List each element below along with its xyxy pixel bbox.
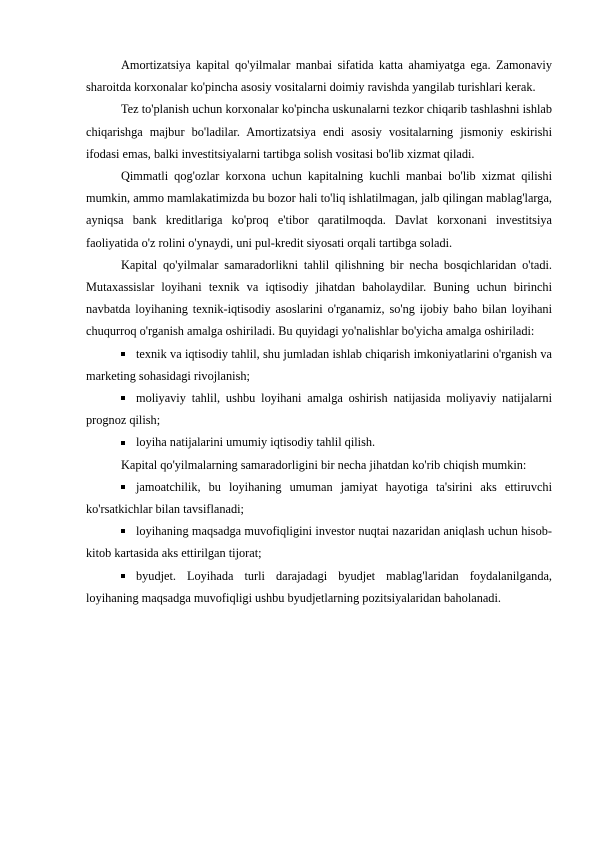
list-item [86, 565, 552, 609]
paragraph-rapid-accumulation: Tez to'planish uchun korxonalar ko'pincha uskunalarni tezkor chiqarib tashlashni ishlab chiqarishga majbur bo'ladilar. Amortizatsiya endi asosiy vositalarning jismoniy eskirishi ifodasi emas, balki investitsiyalarni tartibga solish vositasi bo'lib xizmat qiladi. [86, 102, 552, 161]
paragraph-securities: Qimmatli qog'ozlar korxona uchun kapitalning kuchli manbai bo'lib xizmat qilishi mumkin, ammo mamlakatimizda bu bozor hali to'liq ishlatilmagan, jalb qilingan mablag'larga, ayniqsa bank kreditlariga ko'proq e'tibor qaratilmoqda. Davlat korxonani investitsiya faoliyatida o'z rolini o'ynaydi, uni pul-kredit siyosati orqali tartibga soladi. [86, 169, 552, 250]
bullet-icon [121, 352, 125, 356]
list-item-text: loyiha natijalarini umumiy iqtisodiy tahlil qilish. [136, 435, 376, 450]
paragraph-analysis-stages: Kapital qo'yilmalar samaradorlikni tahlil qilishning bir necha bosqichlaridan o'tadi. Mutaxassislar loyihani texnik va iqtisodiy jihatdan baholaydilar. Buning uchun birinchi navbatda loyihaning texnik-iqtisodiy asoslarini o'rganamiz, so'ng ijobiy baho bilan loyihani chuqurroq o'rganish amalga oshiriladi. Bu quyidagi yo'nalishlar bo'yicha amalga oshiriladi: [86, 257, 552, 339]
list-item [86, 476, 552, 520]
document-page [86, 54, 552, 609]
list-item-text: moliyaviy tahlil, ushbu loyihani amalga oshirish natijasida moliyaviy natijalarni prognoz qilish; [86, 391, 552, 428]
list-item [86, 520, 552, 564]
list-item [86, 431, 552, 453]
list-item-text: jamoatchilik, bu loyihaning umuman jamiyat hayotiga ta'sirini aks ettiruvchi ko'rsatkichlar bilan tavsiflanadi; [86, 479, 552, 517]
list-item-text: byudjet. Loyihada turli darajadagi byudjet mablag'laridan foydalanilganda, loyihaning maqsadga muvofiqligi ushbu byudjetlarning pozitsiyalaridan baholanadi. [86, 568, 552, 605]
bullet-icon [121, 441, 125, 445]
list-item-text: texnik va iqtisodiy tahlil, shu jumladan ishlab chiqarish imkoniyatlarini o'rganish va marketing sohasidagi rivojlanish; [86, 346, 552, 383]
paragraph-efficiency-aspects: Kapital qo'yilmalarning samaradorligini bir necha jihatdan ko'rib chiqish mumkin: [121, 457, 527, 472]
bullet-icon [121, 529, 125, 533]
list-item [86, 343, 552, 387]
list-item-text: loyihaning maqsadga muvofiqligini investor nuqtai nazaridan aniqlash uchun hisob-kitob kartasida aks ettirilgan tijorat; [86, 524, 552, 561]
list-item [86, 387, 552, 431]
bullet-icon [121, 574, 125, 578]
paragraph-amortization: Amortizatsiya kapital qo'yilmalar manbai sifatida katta ahamiyatga ega. Zamonaviy sharoitda korxonalar ko'pincha asosiy vositalarni doimiy ravishda yangilab turishlari kerak. [86, 58, 552, 95]
bullet-icon [121, 396, 125, 400]
bullet-icon [121, 485, 125, 489]
